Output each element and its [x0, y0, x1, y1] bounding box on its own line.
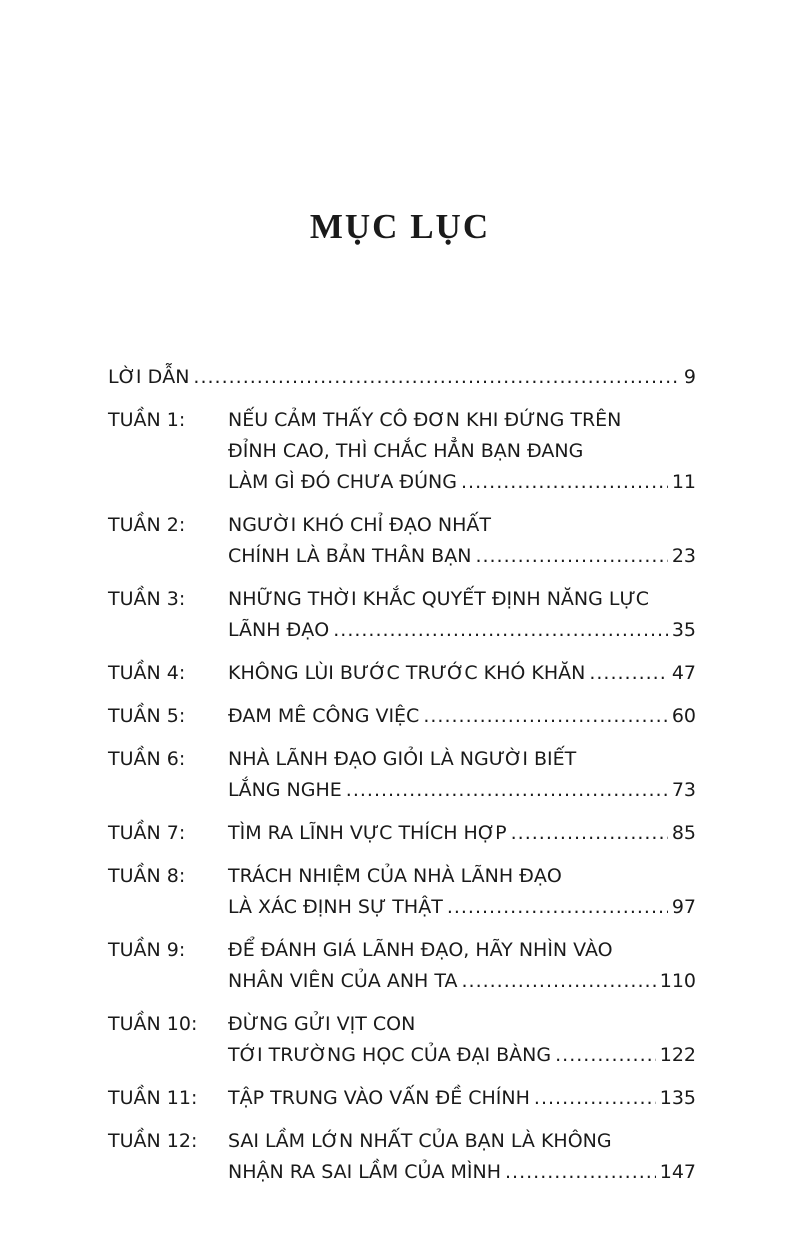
- toc-entry-line: [228, 1126, 696, 1157]
- dot-leader: [193, 362, 679, 393]
- toc-entry-line: [228, 861, 696, 892]
- toc-entry-label: TUẦN 1:: [108, 409, 186, 431]
- toc-entry-title: ĐỂ ĐÁNH GIÁ LÃNH ĐẠO, HÃY NHÌN VÀO: [228, 939, 613, 961]
- toc-entry-title: LẮNG NGHE: [228, 779, 342, 801]
- toc-page-number: 110: [659, 970, 696, 992]
- toc-entry-label: TUẦN 10:: [108, 1013, 198, 1035]
- toc-entry-label: TUẦN 12:: [108, 1130, 198, 1152]
- toc-entry-line: [228, 775, 696, 806]
- toc-entry[interactable]: [108, 861, 696, 923]
- toc-entry[interactable]: [108, 818, 696, 849]
- toc-entry[interactable]: [108, 744, 696, 806]
- dot-leader: [511, 818, 668, 849]
- toc-page-number: 147: [659, 1161, 696, 1183]
- toc-entry-title: ĐAM MÊ CÔNG VIỆC: [228, 705, 420, 727]
- toc-entry-line: [228, 1083, 696, 1114]
- toc-entry-body: [228, 818, 696, 849]
- toc-page-number: 60: [671, 705, 696, 727]
- dot-leader: [333, 615, 668, 646]
- toc-entries: [108, 405, 696, 1188]
- toc-entry-title: NẾU CẢM THẤY CÔ ĐƠN KHI ĐỨNG TRÊN: [228, 409, 622, 431]
- toc-entry[interactable]: [108, 405, 696, 498]
- toc-page-number: 35: [671, 619, 696, 641]
- toc-entry-title: LÃNH ĐẠO: [228, 619, 330, 641]
- toc-page-number: 97: [671, 896, 696, 918]
- toc-entry-title: LỜI DẪN: [108, 366, 190, 388]
- toc-entry[interactable]: [108, 701, 696, 732]
- toc-page-number: 122: [659, 1044, 696, 1066]
- toc-entry-label: TUẦN 5:: [108, 705, 186, 727]
- toc-page-number: 135: [659, 1087, 696, 1109]
- toc-entry-title: NGƯỜI KHÓ CHỈ ĐẠO NHẤT: [228, 514, 491, 536]
- toc-entry-body: [228, 658, 696, 689]
- toc-entry-line: [228, 701, 696, 732]
- dot-leader: [461, 966, 655, 997]
- toc-entry-line: [228, 436, 696, 467]
- toc-entry[interactable]: [108, 658, 696, 689]
- toc-entry-body: [228, 1009, 696, 1071]
- toc-entry[interactable]: [108, 1126, 696, 1188]
- toc-entry[interactable]: [108, 1083, 696, 1114]
- toc-entry-body: [228, 861, 696, 923]
- dot-leader: [461, 467, 668, 498]
- toc-entry-title: ĐỪNG GỬI VỊT CON: [228, 1013, 416, 1035]
- toc-entry-title: NHỮNG THỜI KHẮC QUYẾT ĐỊNH NĂNG LỰC: [228, 588, 650, 610]
- dot-leader: [505, 1157, 656, 1188]
- toc-entry-title: TRÁCH NHIỆM CỦA NHÀ LÃNH ĐẠO: [228, 865, 562, 887]
- toc-page-number: 9: [683, 366, 696, 388]
- toc-entry-line: [228, 510, 696, 541]
- dot-leader: [447, 892, 668, 923]
- toc-entry-label: TUẦN 8:: [108, 865, 186, 887]
- toc-page-number: 11: [671, 471, 696, 493]
- toc-entry-label: TUẦN 7:: [108, 822, 186, 844]
- toc-entry-line: [228, 615, 696, 646]
- dot-leader: [475, 541, 667, 572]
- toc-entry-label: TUẦN 6:: [108, 748, 186, 770]
- toc-entry-label: TUẦN 11:: [108, 1087, 198, 1109]
- toc-entry-line: [228, 966, 696, 997]
- toc-entry-body: [228, 935, 696, 997]
- toc-entry-title: NHÂN VIÊN CỦA ANH TA: [228, 970, 458, 992]
- toc-entry-line: [228, 405, 696, 436]
- toc-entry-title: SAI LẦM LỚN NHẤT CỦA BẠN LÀ KHÔNG: [228, 1130, 612, 1152]
- toc-entry-label: TUẦN 3:: [108, 588, 186, 610]
- dot-leader: [423, 701, 667, 732]
- dot-leader: [589, 658, 667, 689]
- toc-entry-line: [228, 935, 696, 966]
- toc-entry-label: TUẦN 9:: [108, 939, 186, 961]
- toc-entry[interactable]: [108, 935, 696, 997]
- toc-entry-line: [228, 744, 696, 775]
- toc-entry-line: [228, 467, 696, 498]
- toc-entry-title: LÀM GÌ ĐÓ CHƯA ĐÚNG: [228, 471, 457, 493]
- toc-page-number: 47: [671, 662, 696, 684]
- toc-entry-title: KHÔNG LÙI BƯỚC TRƯỚC KHÓ KHĂN: [228, 662, 586, 684]
- table-of-contents: [108, 362, 696, 1200]
- toc-entry-line: [228, 541, 696, 572]
- toc-page-number: 23: [671, 545, 696, 567]
- toc-entry-title: TÌM RA LĨNH VỰC THÍCH HỢP: [228, 822, 507, 844]
- dot-leader: [534, 1083, 656, 1114]
- toc-entry-body: [228, 1083, 696, 1114]
- toc-entry-body: [228, 701, 696, 732]
- toc-entry-title: TẬP TRUNG VÀO VẤN ĐỀ CHÍNH: [228, 1087, 530, 1109]
- toc-entry-line: [228, 892, 696, 923]
- dot-leader: [346, 775, 668, 806]
- toc-entry-line: [228, 584, 696, 615]
- page-title: MỤC LỤC: [309, 207, 491, 246]
- toc-entry-body: [228, 510, 696, 572]
- toc-entry-line: [228, 818, 696, 849]
- toc-page-number: 73: [671, 779, 696, 801]
- toc-entry-line: [228, 1040, 696, 1071]
- toc-entry-title: ĐỈNH CAO, THÌ CHẮC HẲN BẠN ĐANG: [228, 440, 584, 462]
- toc-entry-title: LÀ XÁC ĐỊNH SỰ THẬT: [228, 896, 443, 918]
- toc-entry-body: [228, 1126, 696, 1188]
- toc-entry-line: [228, 1157, 696, 1188]
- toc-entry[interactable]: [108, 1009, 696, 1071]
- toc-entry-title: NHÀ LÃNH ĐẠO GIỎI LÀ NGƯỜI BIẾT: [228, 748, 577, 770]
- toc-entry-label: TUẦN 4:: [108, 662, 186, 684]
- toc-entry-body: [228, 405, 696, 498]
- toc-entry-body: [228, 584, 696, 646]
- toc-entry-title: TỚI TRƯỜNG HỌC CỦA ĐẠI BÀNG: [228, 1044, 552, 1066]
- toc-entry-title: NHẬN RA SAI LẦM CỦA MÌNH: [228, 1161, 501, 1183]
- toc-entry-body: [228, 744, 696, 806]
- toc-entry-line: [228, 658, 696, 689]
- toc-entry-intro[interactable]: [108, 362, 696, 393]
- toc-page-number: 85: [671, 822, 696, 844]
- toc-entry-line: [228, 1009, 696, 1040]
- toc-entry[interactable]: [108, 510, 696, 572]
- dot-leader: [555, 1040, 656, 1071]
- toc-entry[interactable]: [108, 584, 696, 646]
- toc-entry-label: TUẦN 2:: [108, 514, 186, 536]
- toc-entry-title: CHÍNH LÀ BẢN THÂN BẠN: [228, 545, 472, 567]
